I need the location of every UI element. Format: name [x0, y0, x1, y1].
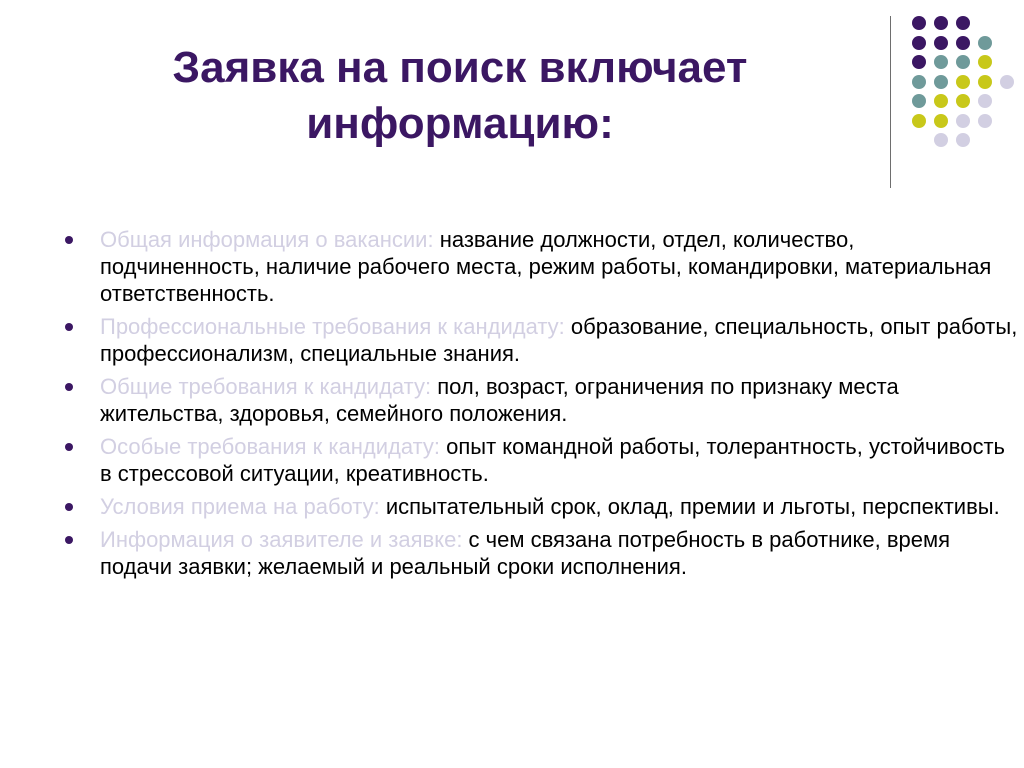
bullet-item-hiring-conditions	[60, 493, 1020, 520]
decorative-dot-olive	[912, 114, 926, 128]
bullet-item-applicant-info	[60, 526, 1020, 580]
decorative-dot-olive	[934, 94, 948, 108]
bullet-label: Информация о заявителе и заявке:	[100, 527, 463, 552]
decorative-dot-purple	[934, 16, 948, 30]
decorative-dot-teal	[912, 94, 926, 108]
decorative-dot-teal	[978, 36, 992, 50]
decorative-dot-olive	[978, 55, 992, 69]
bullet-text: пол, возраст, ограничения по признаку места жительства, здоровья, семейного положения.	[100, 374, 899, 426]
decorative-dot-lavender	[956, 114, 970, 128]
bullet-label: Условия приема на работу:	[100, 494, 380, 519]
bullet-text: название должности, отдел, количество, подчиненность, наличие рабочего места, режим работы, командировки, материальная ответственность.	[100, 227, 992, 306]
decorative-dot-purple	[934, 36, 948, 50]
bullet-text: образование, специальность, опыт работы, профессионализм, специальные знания.	[100, 314, 1018, 366]
bullet-item-professional-requirements	[60, 313, 1020, 367]
decorative-dot-lavender	[978, 114, 992, 128]
decorative-divider-line	[890, 16, 891, 188]
bullet-text: с чем связана потребность в работнике, время подачи заявки; желаемый и реальный сроки исполнения.	[100, 527, 951, 579]
slide-title	[60, 40, 860, 152]
bullet-list	[60, 226, 1020, 586]
decorative-dot-olive	[956, 94, 970, 108]
decorative-dot-lavender	[956, 133, 970, 147]
decorative-dot-purple	[912, 16, 926, 30]
bullet-text: испытательный срок, оклад, премии и льготы, перспективы.	[379, 494, 1000, 519]
bullet-label: Общая информация о вакансии:	[100, 227, 434, 252]
decorative-dot-teal	[956, 55, 970, 69]
bullet-icon	[65, 236, 73, 244]
decorative-dot-lavender	[1000, 75, 1014, 89]
bullet-label: Профессиональные требования к кандидату:	[100, 314, 565, 339]
slide-title-line-1: Заявка на поиск включает	[172, 43, 748, 92]
bullet-label: Общие требования к кандидату:	[100, 374, 432, 399]
slide-title-line-2: информацию:	[306, 99, 614, 148]
bullet-item-vacancy-info	[60, 226, 1020, 307]
decorative-dot-lavender	[978, 94, 992, 108]
decorative-dot-teal	[934, 55, 948, 69]
bullet-icon	[65, 536, 73, 544]
decorative-dot-teal	[912, 75, 926, 89]
decorative-dot-olive	[978, 75, 992, 89]
decorative-dot-purple	[956, 16, 970, 30]
bullet-icon	[65, 443, 73, 451]
decorative-dot-purple	[912, 36, 926, 50]
decorative-dot-teal	[934, 75, 948, 89]
decorative-dot-lavender	[934, 133, 948, 147]
bullet-icon	[65, 323, 73, 331]
bullet-item-general-requirements	[60, 373, 1020, 427]
decorative-dot-purple	[912, 55, 926, 69]
decorative-dot-olive	[934, 114, 948, 128]
bullet-icon	[65, 503, 73, 511]
bullet-icon	[65, 383, 73, 391]
bullet-text: опыт командной работы, толерантность, устойчивость в стрессовой ситуации, креативность.	[100, 434, 1006, 486]
decorative-dot-olive	[956, 75, 970, 89]
bullet-label: Особые требования к кандидату:	[100, 434, 441, 459]
bullet-item-special-requirements	[60, 433, 1020, 487]
decorative-dot-purple	[956, 36, 970, 50]
